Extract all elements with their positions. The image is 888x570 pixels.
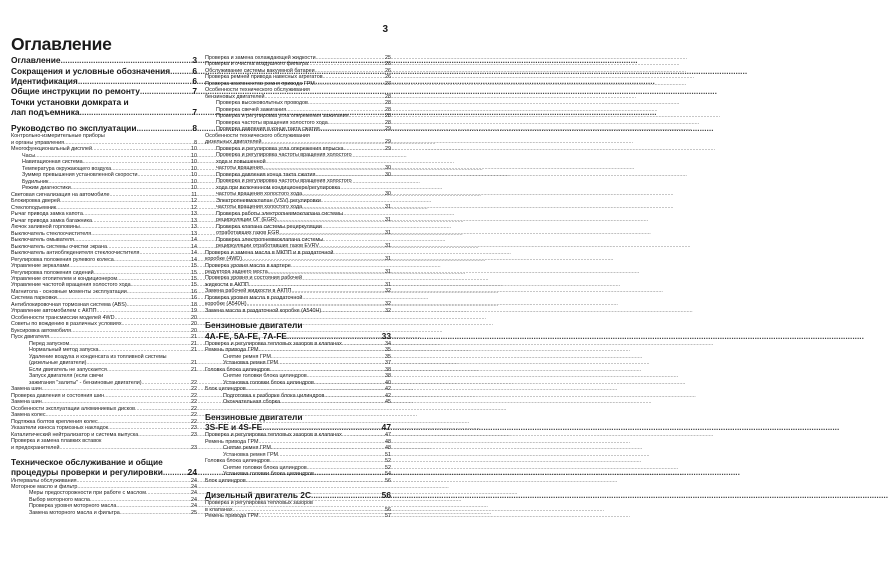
toc-entry-text: Проверка клапана системы рециркуляции	[216, 223, 322, 230]
toc-entry-text: Бензиновые двигатели	[205, 411, 303, 422]
toc-entry-page: 21	[191, 340, 197, 347]
toc-entry-title: Обслуживание системы вакуумной батареи	[205, 67, 315, 74]
toc-entry-page: 47	[381, 422, 391, 433]
toc-entry-title: Подтяжка болтов крепления колес	[11, 418, 98, 425]
dot-leader	[61, 55, 192, 65]
toc-entry[interactable]	[205, 331, 391, 341]
toc-entry-title: Снятие ремня ГРМ	[223, 353, 271, 360]
toc-entry-page: 28	[385, 113, 391, 120]
dot-leader	[279, 230, 384, 236]
dot-leader	[319, 243, 384, 249]
toc-entry-page: 56	[381, 490, 391, 501]
toc-entry-page: 31	[385, 217, 391, 224]
toc-entry-title: Рычаг привода замка багажника	[11, 217, 93, 224]
toc-entry-text: Контрольно-измерительные приборы	[11, 133, 105, 140]
toc-entry-page: 22	[191, 405, 197, 412]
toc-entry-text: хода при включенном кондиционере/регулировка	[216, 184, 341, 191]
toc-left-column	[11, 55, 197, 516]
toc-entry-title: Снятие ремня ГРМ	[223, 445, 271, 452]
dot-leader	[246, 478, 384, 484]
dot-leader	[78, 76, 192, 86]
toc-entry-page: 6	[192, 65, 197, 76]
toc-entry-title: частоты вращения холостого хода	[216, 204, 303, 211]
toc-entry-text: Электропневмоклапан (VSV) регулировки	[216, 197, 321, 204]
toc-entry-page: 28	[385, 100, 391, 107]
toc-entry-page: 52	[385, 464, 391, 471]
toc-entry-text: хода и повышенной	[216, 158, 266, 165]
toc-entry-page: 18	[191, 301, 197, 308]
toc-entry-text: Удаление воздуха и конденсата из топливной системы	[29, 353, 167, 360]
toc-entry-page: 48	[385, 445, 391, 452]
toc-entry-page: 22	[191, 379, 197, 386]
toc-entry-page: 15	[191, 282, 197, 289]
toc-entry-page: 42	[385, 386, 391, 393]
toc-entry-title: Лючок заливной горловины	[11, 224, 80, 231]
toc-entry-title: Выбор моторного масла	[29, 496, 90, 503]
toc-entry-page: 27	[385, 80, 391, 87]
toc-entry[interactable]	[11, 445, 197, 451]
toc-entry-page: 32	[385, 301, 391, 308]
toc-entry-title: Проверка давления конца такта сжатия	[216, 171, 316, 178]
toc-entry-page: 21	[191, 334, 197, 341]
toc-entry-title: Выключатель антиобледенителя стеклоочистителя	[11, 250, 140, 257]
toc-entry-page: 10	[191, 185, 197, 192]
toc-entry-text: Проверка работы электропневмоклапана системы	[216, 210, 343, 217]
toc-entry[interactable]	[11, 66, 197, 76]
toc-entry[interactable]	[205, 308, 391, 314]
dot-leader	[80, 107, 192, 117]
toc-entry-page: 16	[191, 288, 197, 295]
toc-entry-title: Многофункциональный дисплей	[11, 146, 93, 153]
toc-entry-title: Будильник	[22, 178, 49, 185]
toc-entry-text: Проверка уровня и состояния рабочей	[205, 275, 302, 282]
toc-entry-page: 32	[385, 307, 391, 314]
toc-entry-page: 13	[191, 211, 197, 218]
toc-entry-title: Проверка давления в конце такта сжатия	[216, 126, 320, 133]
toc-entry-title: Регулировка положения рулевого колеса	[11, 256, 114, 263]
dot-leader	[311, 490, 381, 500]
toc-entry-title: Проверка давления и состояния шин	[11, 392, 105, 399]
toc-entry-title: Буксировка автомобиля	[11, 327, 72, 334]
toc-entry[interactable]	[11, 86, 197, 96]
toc-entry-title: Проверка и регулировка угла опережения зажигания	[216, 113, 349, 120]
toc-entry-title: Температура окружающего воздуха	[22, 165, 112, 172]
toc-entry-title: Зуммер превышения установленной скорости	[22, 172, 138, 179]
dot-leader	[302, 191, 384, 197]
toc-entry-title: Проверка ремней привода навесных агрегатов	[205, 74, 323, 81]
toc-entry-text: Проверка и замена плавких вставок	[11, 438, 102, 445]
toc-entry[interactable]	[205, 288, 391, 294]
toc-entry-page: 34	[385, 340, 391, 347]
toc-entry-page: 29	[385, 145, 391, 152]
toc-entry-title: Замена масла в раздаточной коробке (А540Н)	[205, 307, 322, 314]
toc-entry-title: процедуры проверки и регулировки	[11, 467, 163, 478]
toc-entry-title: Ремень привода ГРМ	[205, 513, 259, 520]
toc-entry-page: 15	[191, 275, 197, 282]
toc-entry-page: 26	[385, 61, 391, 68]
toc-entry-title: Установка головки блока цилиндров	[223, 379, 314, 386]
toc-entry-page: 42	[385, 392, 391, 399]
dot-leader	[140, 86, 191, 96]
toc-entry-title: Головка блока цилиндров	[205, 366, 270, 373]
toc-entry-title: Проверка и регулировка тепловых зазоров в клапанах	[205, 340, 342, 347]
toc-entry-page: 24	[191, 477, 197, 484]
toc-entry-text: Проверка уровня масла в раздаточной	[205, 294, 303, 301]
toc-entry-page: 22	[191, 412, 197, 419]
toc-entry-title: Установка головки блока цилиндров	[223, 471, 314, 478]
toc-entry-page: 22	[191, 399, 197, 406]
toc-entry-page: 13	[191, 230, 197, 237]
toc-entry-page: 20	[191, 327, 197, 334]
toc-entry-page: 12	[191, 198, 197, 205]
dot-leader	[302, 204, 384, 210]
toc-entry-page: 19	[191, 308, 197, 315]
toc-entry-text: Особенности технического обслуживания	[205, 132, 310, 139]
toc-entry-title: рециркуляции отработавших газов EVRV	[216, 243, 320, 250]
toc-entry[interactable]	[205, 513, 391, 519]
toc-entry-title: Световая сигнализация на автомобиле	[11, 191, 110, 198]
toc-entry-title: Перед запуском	[29, 340, 70, 347]
toc-entry-title: Моторное масло и фильтр	[11, 484, 78, 490]
toc-entry-title: и органы управления	[11, 139, 65, 146]
toc-entry-title: Оглавление	[11, 55, 61, 66]
toc-entry-title: Идентификация	[11, 76, 78, 87]
toc-entry-page: 11	[191, 191, 197, 198]
toc-entry-page: 24	[191, 490, 197, 497]
toc-entry-title: дизельных двигателей	[205, 139, 262, 146]
toc-entry-page: 14	[191, 237, 197, 244]
toc-entry-text: Запуск двигателя (если свечи	[29, 373, 104, 380]
toc-entry[interactable]	[205, 399, 391, 405]
toc-entry-title: Часы	[22, 152, 36, 159]
toc-entry-page: 57	[385, 513, 391, 520]
toc-entry-title: Проверка и очистка воздушного фильтра	[205, 61, 309, 68]
toc-entry-page: 23	[191, 431, 197, 438]
toc-entry-title: Выключатель омывателя	[11, 237, 74, 244]
toc-entry-page: 14	[191, 243, 197, 250]
toc-entry-page: 29	[385, 139, 391, 146]
toc-entry-title: Особенности трансмиссии моделей 4WD	[11, 314, 115, 321]
toc-entry[interactable]	[205, 490, 391, 500]
dot-leader	[163, 467, 187, 477]
toc-entry-title: Проверка и регулировка угла опережения впрыска	[216, 145, 344, 152]
toc-entry-page: 10	[191, 146, 197, 153]
toc-entry-title: Замена моторного масла и фильтра	[29, 509, 120, 516]
toc-entry-title: Система парковки	[11, 295, 57, 302]
toc-entry-title: Советы по вождению в различных условиях	[11, 321, 122, 328]
toc-entry-title: Дизельный двигатель 2С	[205, 490, 311, 501]
dot-leader	[321, 308, 384, 314]
toc-entry-title: коробке (4WD)	[205, 256, 242, 263]
toc-entry[interactable]	[205, 478, 391, 484]
toc-entry-title: Проверка частоты вращения холостого хода	[216, 119, 328, 126]
toc-entry-title: Проверка и регулировка тепловых зазоров в клапанах	[205, 432, 342, 439]
toc-entry-page: 28	[385, 93, 391, 100]
toc-entry-page: 38	[385, 373, 391, 380]
toc-entry-title: Выключатель стеклоочистителя	[11, 230, 92, 237]
toc-entry-page: 10	[191, 165, 197, 172]
page-title: Оглавление	[11, 34, 112, 54]
toc-entry-title: 3S-FE и 4S-FE	[205, 422, 263, 433]
toc-entry-page: 48	[385, 438, 391, 445]
toc-entry[interactable]	[11, 347, 197, 353]
toc-entry-page: 24	[191, 496, 197, 503]
toc-entry-title: Замена колес	[11, 412, 46, 419]
toc-entry-title: Замена шин	[11, 386, 42, 393]
toc-entry-page: 38	[385, 366, 391, 373]
toc-entry[interactable]	[11, 123, 197, 133]
dot-leader	[242, 256, 384, 262]
toc-entry-text: Проверка электропневмоклапана системы	[216, 236, 324, 243]
toc-entry-page: 31	[385, 204, 391, 211]
toc-entry-title: зажигания "залиты" - бензиновые двигатели)	[29, 379, 142, 386]
toc-entry[interactable]	[205, 204, 391, 210]
toc-entry-title: частоты вращения	[216, 165, 263, 172]
toc-entry-title: Замена рабочей жидкости в АКПП	[205, 288, 292, 295]
toc-entry-page: 10	[191, 172, 197, 179]
toc-entry-page: 26	[385, 67, 391, 74]
toc-entry-title: Общие инструкции по ремонту	[11, 86, 140, 97]
toc-entry-page: 24	[191, 503, 197, 510]
toc-entry-title: Блок цилиндров	[205, 386, 246, 393]
toc-entry-title: 4A-FE, 5A-FE, 7A-FE	[205, 330, 287, 341]
toc-entry-page: 20	[191, 314, 197, 321]
toc-entry-text: Проверка уровня масла в картере	[205, 262, 291, 269]
dot-leader	[120, 510, 190, 516]
toc-entry-page: 23	[191, 425, 197, 432]
toc-entry[interactable]	[11, 467, 197, 477]
toc-entry-title: Рычаг привода замка капота	[11, 211, 83, 218]
toc-entry-title: Замена шин	[11, 399, 42, 406]
toc-entry[interactable]	[205, 126, 391, 132]
toc-entry-page: 51	[385, 451, 391, 458]
toc-entry-page: 32	[385, 288, 391, 295]
toc-entry-page: 10	[191, 159, 197, 166]
toc-entry-title: Пуск двигателя	[11, 334, 50, 341]
toc-entry-page: 22	[191, 386, 197, 393]
toc-entry[interactable]	[205, 230, 391, 236]
toc-entry-page: 29	[385, 126, 391, 133]
toc-entry[interactable]	[205, 256, 391, 262]
dot-leader	[59, 445, 190, 451]
dot-leader	[315, 81, 384, 87]
toc-entry-page: 56	[385, 506, 391, 513]
toc-entry-page: 8	[194, 139, 197, 146]
toc-entry-page: 25	[385, 55, 391, 61]
toc-entry-page: 28	[385, 106, 391, 113]
toc-entry-page: 14	[191, 256, 197, 263]
toc-entry-text: Особенности технического обслуживания	[205, 87, 310, 94]
toc-entry-title: Проверка уровня моторного масла	[29, 503, 117, 510]
toc-entry-page: 7	[192, 106, 197, 117]
dot-leader	[107, 367, 190, 373]
toc-entry-page: 30	[385, 165, 391, 172]
toc-entry-title: Проверка высоковольтных проводов	[216, 100, 308, 107]
toc-entry-page: 56	[385, 477, 391, 484]
toc-entry-title: Управление автомобилем с АКПП	[11, 308, 97, 315]
toc-entry-title: Если двигатель не запускается	[29, 366, 107, 373]
toc-entry-title: Стеклоподъемник	[11, 204, 57, 211]
toc-entry-page: 24	[191, 484, 197, 490]
toc-entry-page: 10	[191, 178, 197, 185]
dot-leader	[136, 123, 191, 133]
toc-entry-page: 21	[191, 360, 197, 367]
toc-entry-page: 21	[191, 347, 197, 354]
toc-entry-page: 40	[385, 379, 391, 386]
dot-leader	[259, 513, 384, 519]
toc-entry-title: редуктора заднего моста	[205, 268, 268, 275]
toc-entry-title: рециркуляции ОГ (EGR)	[216, 217, 277, 224]
toc-entry-page: 24	[187, 467, 197, 478]
toc-entry-text: Бензиновые двигатели	[205, 320, 303, 331]
toc-entry-title: Каталитический нейтрализатор и система выпуска	[11, 431, 139, 438]
toc-entry-title: Установка ремня ГРМ	[223, 360, 279, 367]
toc-entry-page: 22	[191, 418, 197, 425]
section-gap	[11, 117, 197, 123]
toc-entry-title: Снятие головки блока цилиндров	[223, 373, 307, 380]
toc-entry-page: 13	[191, 224, 197, 231]
toc-entry[interactable]	[205, 422, 391, 432]
toc-entry-page: 31	[385, 243, 391, 250]
dot-leader	[320, 126, 384, 132]
toc-entry-title: Указатели износа тормозных накладок	[11, 425, 109, 432]
toc-entry[interactable]	[205, 217, 391, 223]
toc-entry-title: Управление частотой вращения холостого хода	[11, 282, 131, 289]
toc-entry-title: Проверка и замена охлаждающей жидкости	[205, 55, 316, 61]
toc-entry-title: Навигационная система	[22, 159, 83, 166]
section-gap	[205, 484, 391, 490]
toc-entry-page: 33	[381, 330, 391, 341]
toc-entry-title: Снятие головки блока цилиндров	[223, 464, 307, 471]
toc-entry-page: 22	[191, 392, 197, 399]
toc-entry-page: 31	[385, 230, 391, 237]
toc-entry-page: 54	[385, 471, 391, 478]
page-number: 3	[382, 24, 388, 35]
toc-entry-page: 30	[385, 191, 391, 198]
toc-entry-title: Окончательная сборка	[223, 399, 281, 406]
toc-entry-page: 23	[191, 444, 197, 451]
toc-entry-title: Особенности эксплуатации алюминиевых дисков	[11, 405, 135, 412]
toc-entry-title: Сокращения и условные обозначения	[11, 65, 171, 76]
toc-entry-page: 12	[191, 204, 197, 211]
toc-entry-title: Блокировка дверей	[11, 198, 60, 205]
toc-entry-title: Интервалы обслуживания	[11, 477, 77, 484]
toc-entry-title: Управление отопителем и кондиционером	[11, 275, 118, 282]
toc-entry[interactable]	[11, 55, 197, 65]
toc-entry-page: 31	[385, 268, 391, 275]
toc-entry-page: 37	[385, 360, 391, 367]
toc-entry-title: Проверка компонентов ремня привода ГРМ	[205, 80, 315, 87]
toc-entry-page: 15	[191, 269, 197, 276]
toc-entry-title: Магнитола - основные моменты эксплуатации	[11, 288, 127, 295]
toc-entry-page: 47	[385, 432, 391, 439]
toc-entry[interactable]	[11, 510, 197, 516]
toc-entry-title: Головка блока цилиндров	[205, 458, 270, 465]
dot-leader	[262, 422, 380, 432]
toc-entry-page: 16	[191, 295, 197, 302]
toc-entry[interactable]	[205, 243, 391, 249]
toc-entry-title: жидкости в АКПП	[205, 281, 249, 288]
toc-entry-page: 31	[385, 281, 391, 288]
toc-entry-title: бензиновых двигателей	[205, 93, 265, 100]
toc-entry-title: Ремень привода ГРМ	[205, 438, 259, 445]
toc-entry-page: 31	[385, 256, 391, 263]
toc-entry-title: Режим диагностики	[22, 185, 71, 192]
toc-entry-title: в клапанах	[205, 506, 233, 513]
toc-right-column	[205, 55, 391, 520]
dot-leader	[287, 331, 381, 341]
toc-entry-title: Антиблокировочная тормозная система (ABS)	[11, 301, 127, 308]
dot-leader	[291, 288, 384, 294]
toc-entry-title: Блок цилиндров	[205, 477, 246, 484]
toc-entry-title: Нормальный метод запуска	[29, 347, 99, 354]
toc-entry-title: Руководство по эксплуатации	[11, 123, 137, 134]
toc-entry-page: 7	[192, 86, 197, 97]
toc-entry-page: 25	[191, 509, 197, 516]
toc-entry-page: 30	[385, 171, 391, 178]
toc-entry-title: Установка ремня ГРМ	[223, 451, 279, 458]
toc-entry-title: Подготовка к разборке блока цилиндров	[223, 392, 325, 399]
dot-leader	[277, 217, 384, 223]
toc-entry-page: 28	[385, 119, 391, 126]
toc-entry-title: Меры предосторожности при работе с маслом	[29, 490, 146, 497]
toc-entry-page: 26	[385, 74, 391, 81]
toc-entry-title: (дизельные двигатели)	[29, 360, 87, 367]
toc-entry-page: 14	[191, 250, 197, 257]
toc-entry-title: Ремень привода ГРМ	[205, 347, 259, 354]
dot-leader	[280, 399, 384, 405]
toc-entry-text: Проверка и регулировка частоты вращения холостого	[216, 152, 352, 159]
dot-leader	[170, 66, 191, 76]
toc-entry-page: 6	[192, 76, 197, 87]
toc-entry-text: Проверка и регулировка тепловых зазоров	[205, 500, 313, 507]
toc-entry-title: отработавших газов EGR	[216, 230, 280, 237]
toc-entry-title: Выключатель системы очистки экрана	[11, 243, 108, 250]
toc-entry-text: Техническое обслуживание и общие	[11, 457, 163, 468]
toc-entry-title: лап подъемника	[11, 106, 80, 117]
toc-entry-page: 21	[191, 366, 197, 373]
toc-entry[interactable]	[11, 107, 197, 117]
toc-entry-title: Проверка свечей зажигания	[216, 106, 287, 113]
toc-entry-text: Проверка и замена масла в МКПП и в раздаточной	[205, 249, 334, 256]
dot-leader	[138, 432, 190, 438]
toc-entry[interactable]	[205, 191, 391, 197]
toc-entry-page: 13	[191, 217, 197, 224]
toc-entry-title: Регулировка положения сидений	[11, 269, 94, 276]
toc-entry-page: 20	[191, 321, 197, 328]
toc-entry-text: Проверка и регулировка частоты вращения холостого	[216, 178, 352, 185]
toc-entry-title: Управление зеркалами	[11, 263, 70, 270]
toc-entry-page: 45	[385, 399, 391, 406]
toc-entry-page: 35	[385, 353, 391, 360]
toc-entry-page: 35	[385, 347, 391, 354]
dot-leader	[99, 347, 190, 353]
toc-entry-title: коробке (А540Н)	[205, 301, 247, 308]
toc-entry-title: и предохранителей	[11, 444, 60, 451]
toc-entry-page: 52	[385, 458, 391, 465]
toc-entry-page: 8	[192, 123, 197, 134]
toc-entry-title: частоты вращения холостого хода	[216, 191, 303, 198]
toc-entry-text: Точки установки домкрата и	[11, 96, 129, 107]
toc-entry-page: 3	[192, 55, 197, 66]
toc-entry[interactable]	[11, 76, 197, 86]
toc-entry-page: 10	[191, 152, 197, 159]
toc-entry-page: 15	[191, 263, 197, 270]
